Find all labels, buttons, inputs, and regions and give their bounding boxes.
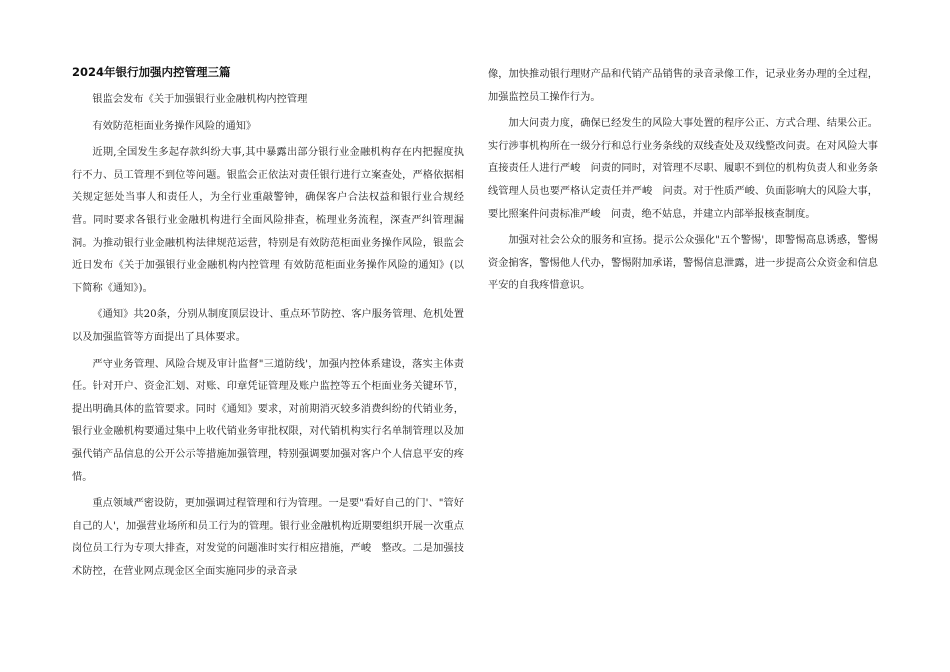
paragraph: 像，加快推动银行理财产品和代销产品销售的录音录像工作，记录业务办理的全过程，加强监控员工操作行为。 bbox=[488, 69, 878, 103]
paragraph: 加强对社会公众的服务和宣扬。提示公众强化"五个警惕'，即警惕高息诱惑，警惕资金掮客，警惕他人代办，警惕附加承诺，警惕信息泄露，进一步提高公众资金和信息平安的自我疼惜意识。 bbox=[488, 235, 878, 292]
left-column bbox=[72, 64, 464, 587]
left-paragraphs bbox=[72, 89, 464, 583]
right-paragraphs bbox=[488, 64, 878, 298]
paragraph: 《通知》共20条，分别从制度顶层设计、重点环节防控、客户服务管理、危机处置以及加强监管等方面提出了具体要求。 bbox=[72, 309, 464, 343]
paragraph: 有效防范柜面业务操作风险的通知》 bbox=[92, 120, 257, 132]
paragraph: 加大问责力度，确保已经发生的风险大事处置的程序公正、方式合理、结果公正。实行涉事机构所在一级分行和总行业务条线的双线查处及双线整改问责。在对风险大事直接责任人进行严峻 问责的同时，对管理不尽职、履职不到位的机构负责人和业务条线管理人员也要严格认定责任并严峻 问责。对于性质严峻、负面影响大的风险大事，要比照案件问责标准严峻 问责，绝不姑息，并建立内部举报核查制度。 bbox=[488, 118, 878, 220]
document-title: 2024年银行加强内控管理三篇 bbox=[72, 65, 231, 79]
paragraph: 近期,全国发生多起存款纠纷大事,其中暴露出部分银行业金融机构存在内把握度执行不力、员工管理不到位等问题。银监会正依法对责任银行进行立案查处，严格依据相关规定惩处当事人和责任人，为全行业重敲警钟，确保客户合法权益和银行业合规经营。同时要求各银行业金融机构进行全面风险排查，梳理业务流程，深查严纠管理漏洞。为推动银行业金融机构法律规范运营，特别是有效防范柜面业务操作风险，银监会近日发布《关于加强银行业金融机构内控管理 有效防范柜面业务操作风险的通知》(以下简称《通知》)。 bbox=[72, 147, 464, 294]
paragraph: 严守业务管理、风险合规及审计监督"三道防线'，加强内控体系建设，落实主体责任。针对开户、资金汇划、对账、印章凭证管理及账户监控等五个柜面业务关键环节，提出明确具体的监管要求。同时《通知》要求，对前期消灭较多消费纠纷的代销业务，银行业金融机构要通过集中上收代销业务审批权限，对代销机构实行名单制管理以及加强代销产品信息的公开公示等措施加强管理，特别强调要加强对客户个人信息平安的疼惜。 bbox=[72, 358, 464, 483]
right-column bbox=[488, 64, 878, 302]
paragraph: 银监会发布《关于加强银行业金融机构内控管理 bbox=[92, 94, 308, 105]
paragraph: 重点领域严密设防，更加强调过程管理和行为管理。一是要"看好自己的门'、"管好自己的人'，加强营业场所和员工行为的管理。银行业金融机构近期要组织开展一次重点岗位员工行为专项大排查，对发觉的问题准时实行相应措施，严峻 整改。二是加强技术防控，在营业网点现金区全面实施同步的录音录 bbox=[72, 498, 464, 577]
